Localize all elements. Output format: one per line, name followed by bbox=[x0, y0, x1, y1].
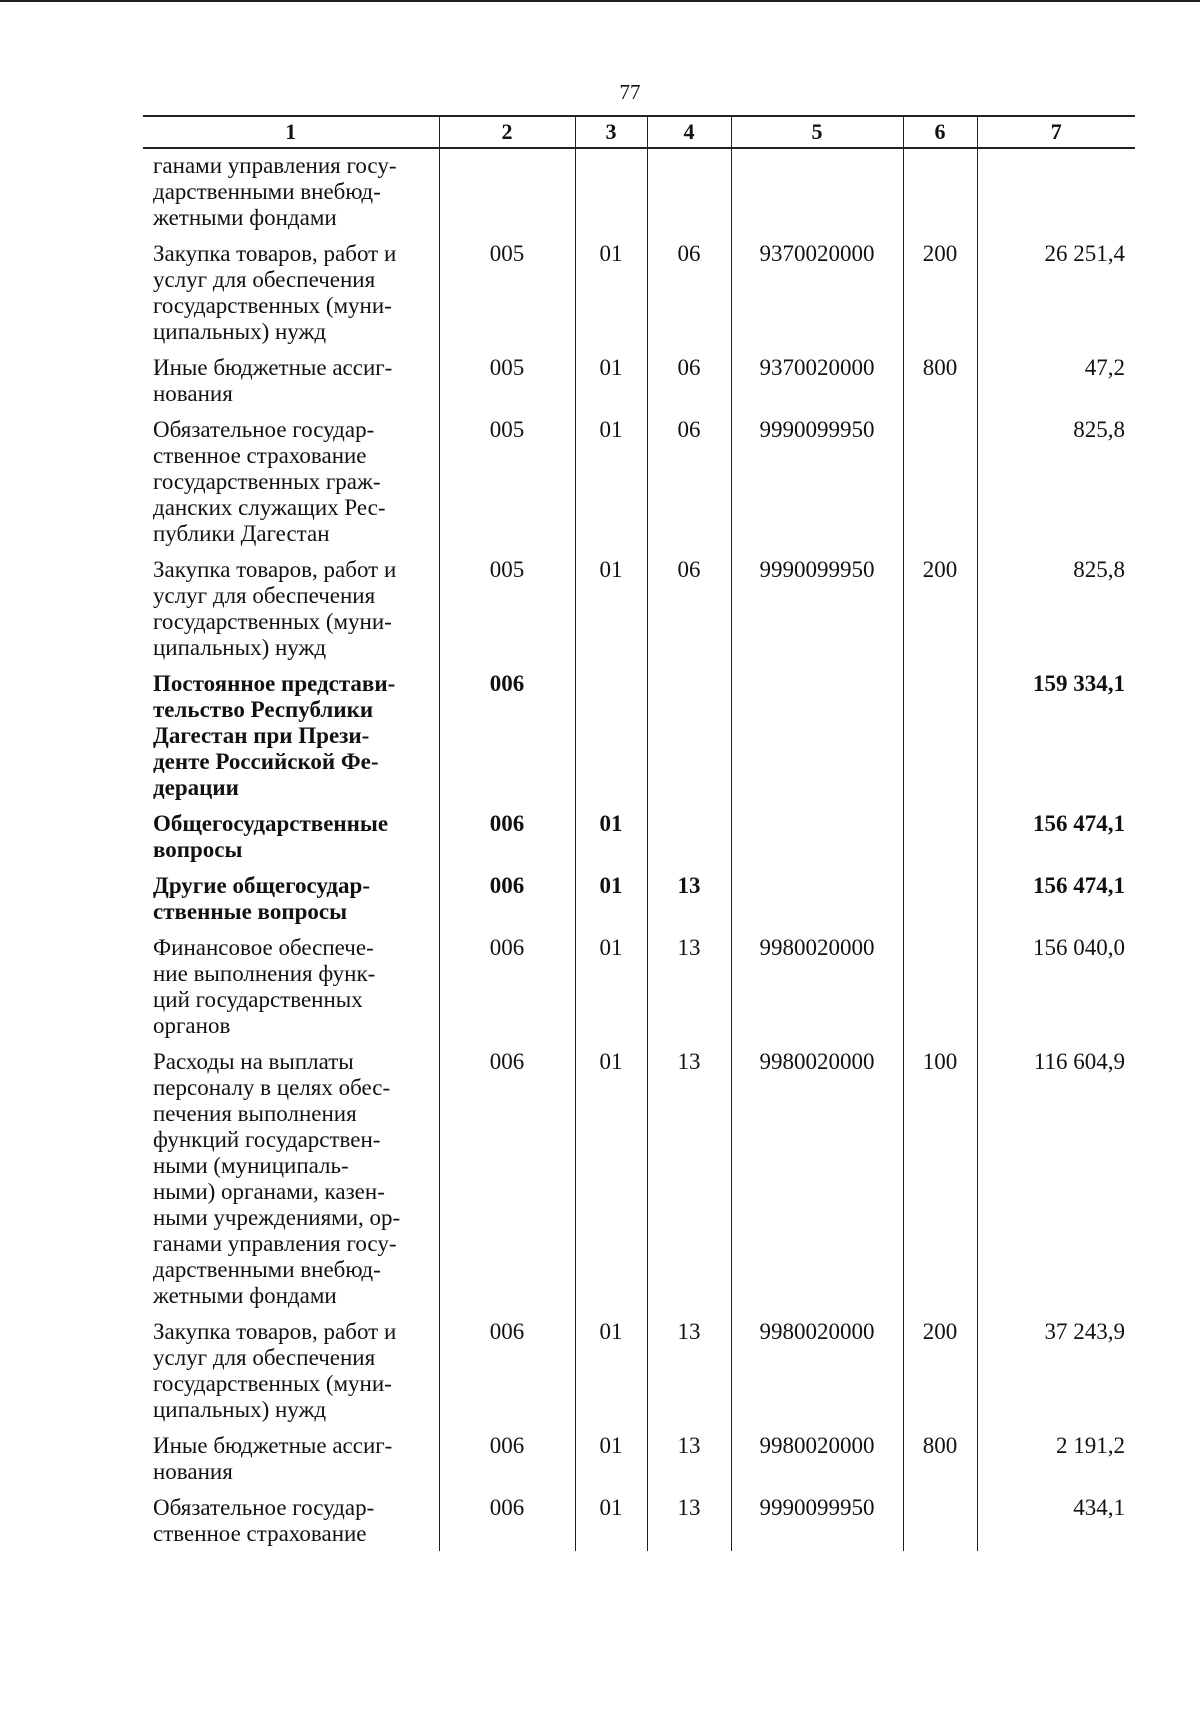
expense-type-code: 800 bbox=[903, 349, 977, 411]
section-code: 01 bbox=[575, 349, 647, 411]
row-name bbox=[143, 411, 439, 551]
row-name bbox=[143, 1427, 439, 1489]
amount: 116 604,9 bbox=[977, 1043, 1135, 1313]
expense-type-code: 800 bbox=[903, 1427, 977, 1489]
expense-type-code bbox=[903, 867, 977, 929]
subsection-code: 13 bbox=[647, 929, 731, 1043]
subsection-code: 06 bbox=[647, 349, 731, 411]
column-header-6: 6 bbox=[903, 116, 977, 148]
row-name bbox=[143, 929, 439, 1043]
subsection-code: 13 bbox=[647, 1043, 731, 1313]
table-row bbox=[143, 1313, 1135, 1427]
row-name-text: Постоянное представи- тельство Республики Дагестан при Прези- денте Российской Фе- дерации bbox=[153, 671, 396, 800]
amount: 156 474,1 bbox=[977, 867, 1135, 929]
column-header-2: 2 bbox=[439, 116, 575, 148]
row-name bbox=[143, 867, 439, 929]
target-article-code: 9990099950 bbox=[731, 1489, 903, 1551]
section-code bbox=[575, 148, 647, 235]
amount: 825,8 bbox=[977, 551, 1135, 665]
chapter-code: 005 bbox=[439, 349, 575, 411]
amount: 2 191,2 bbox=[977, 1427, 1135, 1489]
expense-type-code: 200 bbox=[903, 235, 977, 349]
target-article-code: 9990099950 bbox=[731, 551, 903, 665]
row-name-text: Закупка товаров, работ и услуг для обеспечения государственных (муни- ципальных) нужд bbox=[153, 1319, 397, 1422]
chapter-code: 006 bbox=[439, 1489, 575, 1551]
target-article-code bbox=[731, 665, 903, 805]
section-code: 01 bbox=[575, 1489, 647, 1551]
row-name-text: Расходы на выплаты персоналу в целях обес- печения выполнения функций государствен- ными (муниципаль- ными) органами, казен- ными учреждениями, ор- ганами управления госу- дарственными внебюд- жетными фондами bbox=[153, 1049, 401, 1308]
section-code bbox=[575, 665, 647, 805]
chapter-code: 006 bbox=[439, 929, 575, 1043]
row-name-text: Обязательное государ- ственное страхование государственных граж- данских служащих Рес- публики Дагестан bbox=[153, 417, 386, 546]
table-row bbox=[143, 867, 1135, 929]
amount: 825,8 bbox=[977, 411, 1135, 551]
expense-type-code bbox=[903, 411, 977, 551]
amount: 434,1 bbox=[977, 1489, 1135, 1551]
subsection-code: 13 bbox=[647, 1427, 731, 1489]
section-code: 01 bbox=[575, 411, 647, 551]
row-name-text: Другие общегосудар- ственные вопросы bbox=[153, 873, 371, 924]
target-article-code bbox=[731, 148, 903, 235]
table-row bbox=[143, 235, 1135, 349]
table-header-row bbox=[143, 116, 1135, 148]
expense-type-code bbox=[903, 929, 977, 1043]
row-name-text: Обязательное государ- ственное страхование bbox=[153, 1495, 375, 1546]
chapter-code: 005 bbox=[439, 411, 575, 551]
subsection-code bbox=[647, 665, 731, 805]
target-article-code: 9370020000 bbox=[731, 349, 903, 411]
target-article-code: 9980020000 bbox=[731, 929, 903, 1043]
section-code: 01 bbox=[575, 805, 647, 867]
target-article-code: 9980020000 bbox=[731, 1427, 903, 1489]
expense-type-code bbox=[903, 665, 977, 805]
column-header-4: 4 bbox=[647, 116, 731, 148]
column-header-1: 1 bbox=[143, 116, 439, 148]
chapter-code: 006 bbox=[439, 1313, 575, 1427]
table-row bbox=[143, 551, 1135, 665]
table-row bbox=[143, 929, 1135, 1043]
subsection-code: 06 bbox=[647, 551, 731, 665]
table-row bbox=[143, 1489, 1135, 1551]
subsection-code bbox=[647, 805, 731, 867]
column-header-7: 7 bbox=[977, 116, 1135, 148]
target-article-code: 9370020000 bbox=[731, 235, 903, 349]
target-article-code bbox=[731, 805, 903, 867]
table-row bbox=[143, 805, 1135, 867]
row-name bbox=[143, 1489, 439, 1551]
row-name bbox=[143, 805, 439, 867]
target-article-code: 9980020000 bbox=[731, 1313, 903, 1427]
expense-type-code bbox=[903, 1489, 977, 1551]
expense-type-code bbox=[903, 148, 977, 235]
table-row bbox=[143, 665, 1135, 805]
amount: 47,2 bbox=[977, 349, 1135, 411]
column-header-5: 5 bbox=[731, 116, 903, 148]
amount: 159 334,1 bbox=[977, 665, 1135, 805]
chapter-code: 006 bbox=[439, 867, 575, 929]
chapter-code: 006 bbox=[439, 1043, 575, 1313]
page-number: 77 bbox=[619, 80, 641, 104]
section-code: 01 bbox=[575, 1043, 647, 1313]
row-name-text: Иные бюджетные ассиг- нования bbox=[153, 1433, 393, 1484]
subsection-code: 13 bbox=[647, 867, 731, 929]
chapter-code: 006 bbox=[439, 805, 575, 867]
amount: 37 243,9 bbox=[977, 1313, 1135, 1427]
chapter-code: 006 bbox=[439, 665, 575, 805]
row-name bbox=[143, 1313, 439, 1427]
chapter-code: 005 bbox=[439, 551, 575, 665]
expense-type-code bbox=[903, 805, 977, 867]
budget-table bbox=[143, 115, 1135, 1551]
table-row bbox=[143, 411, 1135, 551]
row-name-text: Закупка товаров, работ и услуг для обеспечения государственных (муни- ципальных) нужд bbox=[153, 557, 397, 660]
target-article-code: 9980020000 bbox=[731, 1043, 903, 1313]
row-name bbox=[143, 235, 439, 349]
row-name bbox=[143, 551, 439, 665]
expense-type-code: 100 bbox=[903, 1043, 977, 1313]
table-row bbox=[143, 1043, 1135, 1313]
subsection-code: 13 bbox=[647, 1313, 731, 1427]
row-name bbox=[143, 148, 439, 235]
page-top-border bbox=[0, 0, 1200, 2]
row-name-text: Финансовое обеспече- ние выполнения функ- ций государственных органов bbox=[153, 935, 376, 1038]
table-row bbox=[143, 349, 1135, 411]
expense-type-code: 200 bbox=[903, 1313, 977, 1427]
amount: 156 040,0 bbox=[977, 929, 1135, 1043]
section-code: 01 bbox=[575, 1427, 647, 1489]
chapter-code: 006 bbox=[439, 1427, 575, 1489]
expense-type-code: 200 bbox=[903, 551, 977, 665]
row-name bbox=[143, 349, 439, 411]
row-name-text: Общегосударственные вопросы bbox=[153, 811, 389, 862]
chapter-code: 005 bbox=[439, 235, 575, 349]
column-header-3: 3 bbox=[575, 116, 647, 148]
subsection-code: 06 bbox=[647, 411, 731, 551]
section-code: 01 bbox=[575, 551, 647, 665]
target-article-code bbox=[731, 867, 903, 929]
amount bbox=[977, 148, 1135, 235]
row-name bbox=[143, 665, 439, 805]
section-code: 01 bbox=[575, 235, 647, 349]
table-body bbox=[143, 148, 1135, 1551]
row-name-text: ганами управления госу- дарственными внебюд- жетными фондами bbox=[153, 153, 397, 230]
section-code: 01 bbox=[575, 929, 647, 1043]
section-code: 01 bbox=[575, 1313, 647, 1427]
row-name bbox=[143, 1043, 439, 1313]
amount: 26 251,4 bbox=[977, 235, 1135, 349]
row-name-text: Закупка товаров, работ и услуг для обеспечения государственных (муни- ципальных) нужд bbox=[153, 241, 397, 344]
amount: 156 474,1 bbox=[977, 805, 1135, 867]
section-code: 01 bbox=[575, 867, 647, 929]
subsection-code bbox=[647, 148, 731, 235]
subsection-code: 13 bbox=[647, 1489, 731, 1551]
target-article-code: 9990099950 bbox=[731, 411, 903, 551]
table-row bbox=[143, 148, 1135, 235]
subsection-code: 06 bbox=[647, 235, 731, 349]
row-name-text: Иные бюджетные ассиг- нования bbox=[153, 355, 393, 406]
table-row bbox=[143, 1427, 1135, 1489]
chapter-code bbox=[439, 148, 575, 235]
